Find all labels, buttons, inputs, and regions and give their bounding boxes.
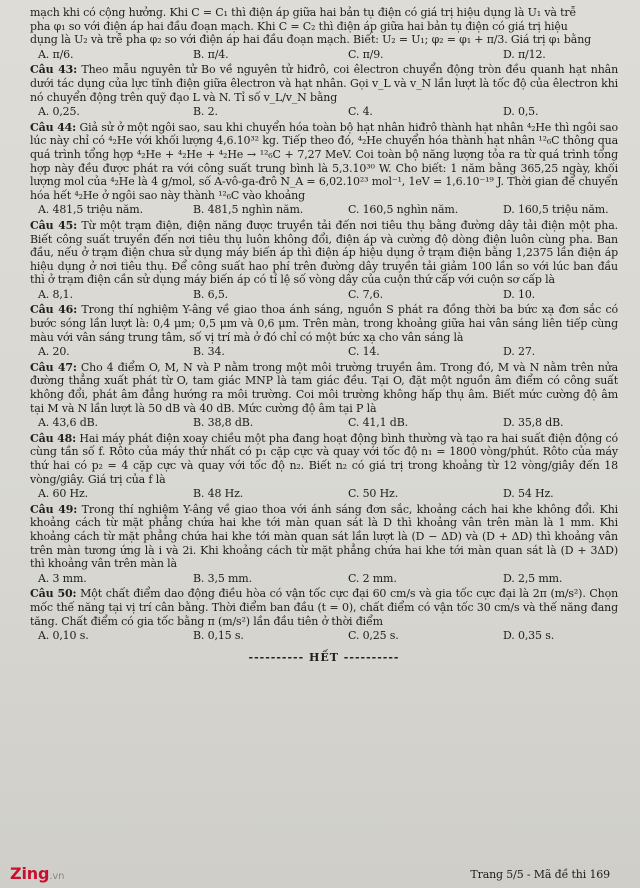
options <box>30 416 618 430</box>
option-d: D. 27. <box>503 345 536 359</box>
option-c: C. 41,1 dB. <box>348 416 408 430</box>
option-d: D. 160,5 triệu năm. <box>503 203 609 217</box>
option-b: B. 34. <box>193 345 225 359</box>
question-46 <box>30 303 618 358</box>
option-c: C. 160,5 nghìn năm. <box>348 203 459 217</box>
option-d: D. 0,5. <box>503 105 539 119</box>
question-44 <box>30 121 618 217</box>
option-c: C. 0,25 s. <box>348 629 399 643</box>
question-text: Giả sử ở một ngôi sao, sau khi chuyển hóa toàn bộ hạt nhân hiđrô thành hạt nhân ⁴₂He thì ngôi sao lúc này chỉ có ⁴₂He với khối lượng 4,6.10³² kg. Tiếp theo đó, ⁴₂He chuyển hóa thành hạt nhân ¹²₆C thông qua quá trình tổng hợp ⁴₂He + ⁴₂He + ⁴₂He → ¹²₆C + 7,27 MeV. Coi toàn bộ năng lượng tỏa ra từ quá trình tổng hợp này đều được phát ra với công suất trung bình là 5,3.10³⁰ W. Cho biết: 1 năm bằng 365,25 ngày, khối lượng mol của ⁴₂He là 4 g/mol, số A-vô-ga-đrô N_A = 6,02.10²³ mol⁻¹, 1eV = 1,6.10⁻¹⁹ J. Thời gian để chuyển hóa hết ⁴₂He ở ngôi sao này thành ¹²₆C vào khoảng <box>30 120 618 202</box>
options <box>30 572 618 586</box>
question-48 <box>30 432 618 501</box>
option-c: C. 50 Hz. <box>348 487 399 501</box>
question-text: Trong thí nghiệm Y-âng về giao thoa với ánh sáng đơn sắc, khoảng cách hai khe không đổi. Khi khoảng cách từ mặt phẳng chứa hai khe tới màn quan sát là D thì khoảng vân trên màn là 1 mm. Khi khoảng cách từ mặt phẳng chứa hai khe tới màn quan sát lần lượt là (D − ΔD) và (D + ΔD) thì khoảng vân trên màn tương ứng là i và 2i. Khi khoảng cách từ mặt phẳng chứa hai khe tới màn quan sát là (D + 3ΔD) thì khoảng vân trên màn là <box>30 502 619 571</box>
option-c: C. 2 mm. <box>348 571 397 585</box>
intro-options <box>30 48 618 62</box>
option-b: B. 3,5 mm. <box>193 571 252 585</box>
question-label: Câu 44: <box>30 120 77 134</box>
question-47 <box>30 361 618 430</box>
option-a: A. 20. <box>38 345 70 359</box>
question-43 <box>30 63 618 118</box>
option-a: A. 60 Hz. <box>38 487 88 501</box>
intro-line-3: dụng là U₂ và trễ pha φ₂ so với điện áp hai đầu đoạn mạch. Biết: U₂ = U₁; φ₂ = φ₁ + π/3. Giá trị φ₁ bằng <box>30 33 592 47</box>
option-d: D. 35,8 dB. <box>503 416 564 430</box>
question-49 <box>30 503 618 586</box>
question-label: Câu 48: <box>30 431 77 445</box>
options <box>30 105 618 119</box>
intro-line-1: mạch khi có cộng hưởng. Khi C = C₁ thì điện áp giữa hai bản tụ điện có giá trị hiệu dụng là U₁ và trễ <box>30 6 577 19</box>
option-a: A. 43,6 dB. <box>38 416 98 430</box>
question-text: Trong thí nghiệm Y-âng về giao thoa ánh sáng, nguồn S phát ra đồng thời ba bức xạ đơn sắc có bước sóng lần lượt là: 0,4 μm; 0,5 μm và 0,6 μm. Trên màn, trong khoảng giữa hai vân sáng liên tiếp cùng màu với vân sáng trung tâm, số vị trí mà ở đó chỉ có một bức xạ cho vân sáng là <box>30 303 619 344</box>
options <box>30 203 618 217</box>
question-label: Câu 43: <box>30 63 78 77</box>
options <box>30 629 618 643</box>
option-b: B. 38,8 dB. <box>193 416 254 430</box>
option-b: B. 6,5. <box>193 287 229 301</box>
question-50 <box>30 587 618 642</box>
option-d: D. 54 Hz. <box>503 487 554 501</box>
question-label: Câu 47: <box>30 360 77 374</box>
option-c: C. 4. <box>348 105 373 119</box>
question-label: Câu 45: <box>30 218 78 232</box>
option-c: C. 14. <box>348 345 380 359</box>
options <box>30 288 618 302</box>
page-footer: Trang 5/5 - Mã đề thi 169 <box>470 868 610 882</box>
logo-suffix: .vn <box>49 871 65 883</box>
options <box>30 345 618 359</box>
option-a: A. π/6. <box>38 47 74 61</box>
question-label: Câu 50: <box>30 587 77 601</box>
option-d: D. 2,5 mm. <box>503 571 563 585</box>
question-text: Cho 4 điểm O, M, N và P nằm trong một môi trường truyền âm. Trong đó, M và N nằm trên nửa đường thẳng xuất phát từ O, tam giác MNP là tam giác đều. Tại O, đặt một nguồn âm điểm có công suất không đổi, phát âm đẳng hướng ra môi trường. Coi môi trường không hấp thụ âm. Biết mức cường độ âm tại M và N lần lượt là 50 dB và 40 dB. Mức cường độ âm tại P là <box>30 360 619 415</box>
question-text: Theo mẫu nguyên tử Bo về nguyên tử hiđrô, coi êlectron chuyển động tròn đều quanh hạt nhân dưới tác dụng của lực tĩnh điện giữa êlectron và hạt nhân. Gọi v_L và v_N lần lượt là tốc độ của êlectron khi nó chuyển động trên quỹ đạo L và N. Tỉ số v_L/v_N bằng <box>30 63 618 104</box>
question-45 <box>30 219 618 302</box>
option-a: A. 481,5 triệu năm. <box>38 203 143 217</box>
option-c: C. π/9. <box>348 47 384 61</box>
option-b: B. 481,5 nghìn năm. <box>193 203 304 217</box>
question-text: Từ một trạm điện, điện năng được truyền tải đến nơi tiêu thụ bằng đường dây tải điện một pha. Biết công suất truyền đến nơi tiêu thụ luôn không đổi, điện áp và cường độ dòng điện luôn cùng pha. Ban đầu, nếu ở trạm điện chưa sử dụng máy biến áp thì điện áp hiệu dụng ở trạm điện bằng 1,2375 lần điện áp hiệu dụng ở nơi tiêu thụ. Để công suất hao phí trên đường dây truyền tải giảm 100 lần so với lúc ban đầu thì ở trạm điện cần sử dụng máy biến áp có tỉ lệ số vòng dây của cuộn thứ cấp với cuộn sơ cấp là <box>30 218 619 287</box>
option-b: B. 0,15 s. <box>193 629 244 643</box>
question-label: Câu 49: <box>30 502 78 516</box>
end-marker: ---------- HẾT ---------- <box>248 650 400 664</box>
question-label: Câu 46: <box>30 303 78 317</box>
option-c: C. 7,6. <box>348 287 383 301</box>
option-b: B. π/4. <box>193 47 229 61</box>
option-a: A. 8,1. <box>38 287 73 301</box>
option-b: B. 48 Hz. <box>193 487 244 501</box>
logo-brand: Zing <box>10 864 50 884</box>
option-d: D. π/12. <box>503 47 546 61</box>
option-a: A. 0,10 s. <box>38 629 89 643</box>
option-a: A. 0,25. <box>38 105 80 119</box>
question-text: Một chất điểm dao động điều hòa có vận tốc cực đại 60 cm/s và gia tốc cực đại là 2π (m/s²). Chọn mốc thế năng tại vị trí cân bằng. Thời điểm ban đầu (t = 0), chất điểm có vận tốc 30 cm/s và thế năng đang tăng. Chất điểm có gia tốc bằng π (m/s²) lần đầu tiên ở thời điểm <box>30 587 618 628</box>
option-d: D. 0,35 s. <box>503 629 555 643</box>
question-text: Hai máy phát điện xoay chiều một pha đang hoạt động bình thường và tạo ra hai suất điện động có cùng tần số f. Rôto của máy thứ nhất có p₁ cặp cực và quay với tốc độ n₁ = 1800 vòng/phút. Rôto của máy thứ hai có p₂ = 4 cặp cực và quay với tốc độ n₂. Biết n₂ có giá trị trong khoảng từ 12 vòng/giây đến 18 vòng/giây. Giá trị của f là <box>30 431 618 486</box>
option-d: D. 10. <box>503 287 536 301</box>
option-b: B. 2. <box>193 105 218 119</box>
options <box>30 487 618 501</box>
option-a: A. 3 mm. <box>38 571 87 585</box>
intro-line-2: pha φ₁ so với điện áp hai đầu đoạn mạch. Khi C = C₂ thì điện áp giữa hai bản tụ điện có giá trị hiệu <box>30 19 568 33</box>
zing-logo <box>10 864 65 884</box>
